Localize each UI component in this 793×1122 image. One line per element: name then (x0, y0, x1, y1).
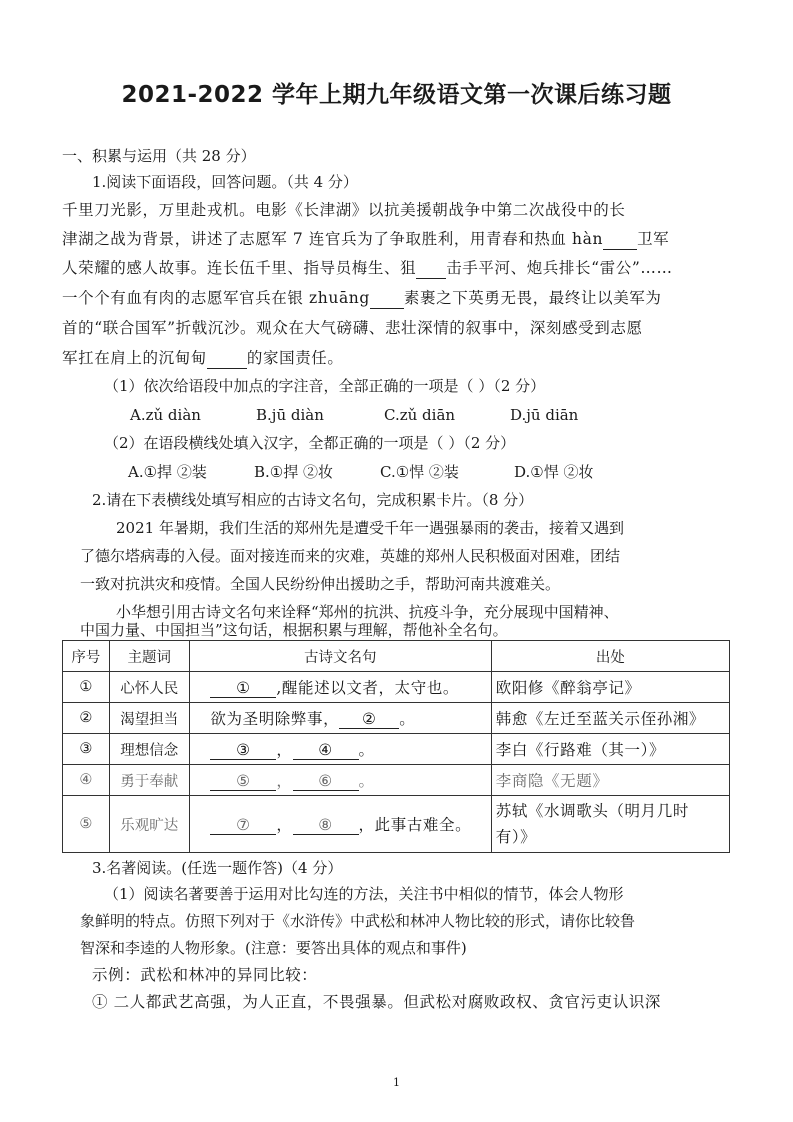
option-d[interactable]: D.①悍 ②妆 (514, 463, 594, 481)
table-row (63, 734, 730, 765)
row-quote (189, 672, 491, 703)
option-a[interactable]: A.①捍 ②装 (128, 463, 207, 481)
answer-blank[interactable]: ⑧ (293, 816, 359, 835)
table-row (63, 672, 730, 703)
options-row (130, 405, 578, 425)
row-theme: 乐观旷达 (109, 796, 189, 853)
header-no: 序号 (63, 641, 110, 672)
passage-text: 卫军 (637, 230, 670, 248)
row-number: ② (63, 703, 110, 734)
answer-blank[interactable]: ① (210, 679, 276, 698)
row-quote (189, 765, 491, 796)
quote-text: ， (276, 741, 293, 759)
quote-text: 。 (358, 772, 375, 790)
question-2-prompt: 2.请在下表横线处填写相应的古诗文名句，完成积累卡片。（8 分） (92, 491, 534, 509)
section-heading: 一、积累与运用（共 28 分） (62, 147, 256, 165)
option-d[interactable]: D.jū diān (510, 406, 579, 424)
option-c[interactable]: C.①悍 ②装 (380, 463, 459, 481)
passage-line: 首的“联合国军”折戟沉沙。观众在大气磅礴、悲壮深情的叙事中，深刻感受到志愿 (62, 319, 643, 337)
answer-blank[interactable]: ⑥ (293, 772, 359, 791)
row-quote (189, 734, 491, 765)
quote-text: ，此事古难全。 (358, 816, 472, 834)
paragraph-line: 一致对抗洪灾和疫情。全国人民纷纷伸出援助之手，帮助河南共渡难关。 (80, 575, 561, 593)
passage-line (62, 229, 669, 250)
row-number: ① (63, 672, 110, 703)
quote-text: 欲为圣明除弊事， (210, 710, 340, 728)
question-3-prompt: 3.名著阅读。(任选一题作答)（4 分） (92, 859, 343, 877)
passage-text: 人荣耀的感人故事。连长伍千里、指导员梅生、狙 (62, 259, 417, 277)
example-heading: 示例：武松和林冲的异同比较： (92, 966, 318, 984)
paragraph-line: 了德尔塔病毒的入侵。面对接连而来的灾难，英雄的郑州人民积极面对困难，团结 (80, 547, 621, 565)
sub-question-2: （2）在语段横线处填入汉字，全都正确的一项是（ ）（2 分） (104, 434, 516, 452)
quote-text: ,醒能述以文者，太守也。 (276, 679, 460, 697)
table-header-row (63, 641, 730, 672)
question-1-prompt: 1.阅读下面语段，回答问题。（共 4 分） (92, 173, 358, 191)
source-line: 苏轼《水调歌头（明月几时 (495, 802, 689, 820)
passage-text: 素裹之下英勇无畏，最终让以美军为 (403, 289, 662, 307)
passage-text: 击手平河、炮兵排长“雷公”…… (446, 259, 673, 277)
source-line: 有）》 (495, 828, 537, 846)
header-theme: 主题词 (109, 641, 189, 672)
sub-question-1: （1）依次给语段中加点的字注音，全部正确的一项是（ ）（2 分） (104, 377, 546, 395)
row-source: 欧阳修《醉翁亭记》 (491, 672, 729, 703)
answer-blank[interactable] (416, 258, 446, 279)
option-b[interactable]: B.jū diàn (256, 406, 324, 424)
quote-text: 。 (358, 741, 375, 759)
passage-text: 军扛在肩上的沉甸甸 (62, 349, 207, 367)
answer-blank[interactable]: ⑦ (210, 816, 276, 835)
row-quote (189, 796, 491, 853)
passage-text: 一个个有血有肉的志愿军官兵在银 zhuāng (62, 289, 370, 307)
option-b[interactable]: B.①捍 ②妆 (254, 463, 334, 481)
paragraph-line: 中国力量、中国担当”这句话，根据积累与理解，帮他补全名句。 (80, 621, 508, 639)
row-source: 李白《行路难（其一）》 (491, 734, 729, 765)
example-line: ① 二人都武艺高强，为人正直，不畏强暴。但武松对腐败政权、贪官污吏认识深 (92, 993, 662, 1011)
passage-line (62, 258, 673, 279)
answer-blank[interactable]: ③ (210, 741, 276, 760)
answer-blank[interactable]: ⑤ (210, 772, 276, 791)
passage-text: 的家国责任。 (246, 349, 344, 367)
row-theme: 渴望担当 (109, 703, 189, 734)
answer-blank[interactable]: ④ (293, 741, 359, 760)
header-source: 出处 (491, 641, 729, 672)
table-row (63, 765, 730, 796)
paragraph-line: 智深和李逵的人物形象。(注意：要答出具体的观点和事件) (80, 939, 467, 957)
passage-line: 千里刀光影，万里赴戎机。电影《长津湖》以抗美援朝战争中第二次战役中的长 (62, 201, 626, 219)
paragraph-line: 小华想引用古诗文名句来诠释“郑州的抗洪、抗疫斗争，充分展现中国精神、 (116, 603, 619, 621)
row-theme: 勇于奉献 (109, 765, 189, 796)
option-a[interactable]: A.zǔ diàn (130, 406, 201, 424)
paragraph-line: 象鲜明的特点。仿照下列对于《水浒传》中武松和林冲人物比较的形式，请你比较鲁 (80, 912, 636, 930)
page-title: 2021-2022 学年上期九年级语文第一次课后练习题 (121, 82, 672, 108)
passage-line (62, 348, 344, 369)
row-theme: 理想信念 (109, 734, 189, 765)
row-source: 李商隐《无题》 (491, 765, 729, 796)
passage-line (62, 288, 662, 309)
row-number: ③ (63, 734, 110, 765)
row-number: ④ (63, 765, 110, 796)
answer-blank[interactable]: ② (339, 710, 399, 729)
quote-text: ， (276, 772, 293, 790)
answer-blank[interactable] (603, 229, 637, 250)
page-number: 1 (393, 1076, 400, 1089)
row-source: 韩愈《左迁至蓝关示侄孙湘》 (491, 703, 729, 734)
paragraph-line: （1）阅读名著要善于运用对比勾连的方法，关注书中相似的情节，体会人物形 (104, 885, 624, 903)
row-source (491, 796, 729, 853)
answer-blank[interactable] (370, 288, 404, 309)
table-row (63, 703, 730, 734)
option-c[interactable]: C.zǔ diān (384, 406, 456, 424)
quote-text: 。 (399, 710, 416, 728)
row-quote (189, 703, 491, 734)
poem-table (62, 640, 730, 853)
passage-text: 津湖之战为背景，讲述了志愿军 7 连官兵为了争取胜利，用青春和热血 hàn (62, 230, 604, 248)
table-row (63, 796, 730, 853)
quote-text: ， (276, 816, 293, 834)
header-quote: 古诗文名句 (189, 641, 491, 672)
options-row (128, 462, 593, 482)
paragraph-line: 2021 年暑期，我们生活的郑州先是遭受千年一遇强暴雨的袭击，接着又遇到 (116, 519, 624, 537)
row-theme: 心怀人民 (109, 672, 189, 703)
row-number: ⑤ (63, 796, 110, 853)
answer-blank[interactable] (207, 348, 247, 369)
